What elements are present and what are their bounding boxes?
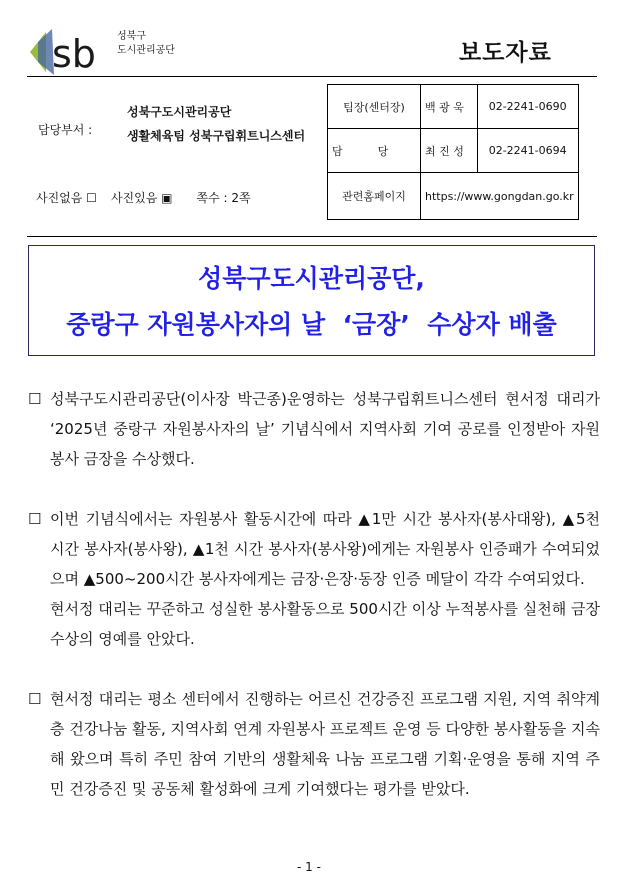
- headline-line2: 중랑구 자원봉사자의 날 ‘금장’ 수상자 배출: [66, 310, 557, 339]
- contact-row: 팀장(센터장) 백 광 욱 02-2241-0690: [328, 85, 579, 129]
- homepage-link[interactable]: https://www.gongdan.go.kr: [421, 173, 579, 220]
- svg-text:sb: sb: [52, 32, 96, 76]
- checkbox-bullet-icon: ☐: [28, 510, 42, 528]
- logo-text: 성북구 도시관리공단: [117, 31, 175, 56]
- headline-line1: 성북구도시관리공단,: [198, 264, 425, 293]
- checkbox-bullet-icon: ☐: [28, 390, 42, 408]
- dept-name: 성북구도시관리공단 생활체육팀 성북구립휘트니스센터: [127, 105, 306, 143]
- divider: [27, 76, 597, 77]
- dept-label: 담당부서 :: [38, 123, 93, 137]
- homepage-row: 관련홈페이지 https://www.gongdan.go.kr: [328, 173, 579, 220]
- page-number: - 1 -: [297, 860, 321, 874]
- photo-info: 사진없음 ☐ 사진있음 ▣ 쪽수 : 2쪽: [36, 191, 251, 205]
- document-type: 보도자료: [459, 40, 552, 66]
- contact-table: [327, 84, 579, 220]
- paragraph: ☐ 현서정 대리는 평소 센터에서 진행하는 어르신 건강증진 프로그램 지원, 지역 취약계층 건강나눔 활동, 지역사회 연계 자원봉사 프로젝트 운영 등 다양한 봉사활동을 지속해 왔으며 특히 주민 참여 기반의 생활체육 나눔 프로그램 기획·운영을 통해 지역 주민 건강증진 및 공동체 활성화에 크게 기여했다는 평가를 받았다.: [28, 684, 600, 804]
- paragraph: ☐ 이번 기념식에서는 자원봉사 활동시간에 따라 ▲1만 시간 봉사자(봉사대왕), ▲5천 시간 봉사자(봉사왕), ▲1천 시간 봉사자(봉사왕)에게는 자원봉사 인증패가 수여되었으며 ▲500~200시간 봉사자에게는 금장·은장·동장 인증 메달이 각각 수여되었다. 현서정 대리는 꾸준하고 성실한 봉사활동으로 500시간 이상 누적봉사를 실천해 금장 수상의 영예를 안았다.: [28, 504, 600, 654]
- paragraph: ☐ 성북구도시관리공단(이사장 박근종)운영하는 성북구립휘트니스센터 현서정 대리가 ‘2025년 중랑구 자원봉사자의 날’ 기념식에서 지역사회 기여 공로를 인정받아 자원봉사 금장을 수상했다.: [28, 384, 600, 474]
- body-text: [28, 384, 600, 834]
- checkbox-bullet-icon: ☐: [28, 690, 42, 708]
- divider: [27, 236, 597, 237]
- headline-box: [28, 245, 595, 356]
- contact-row: 담 당 최 진 성 02-2241-0694: [328, 129, 579, 173]
